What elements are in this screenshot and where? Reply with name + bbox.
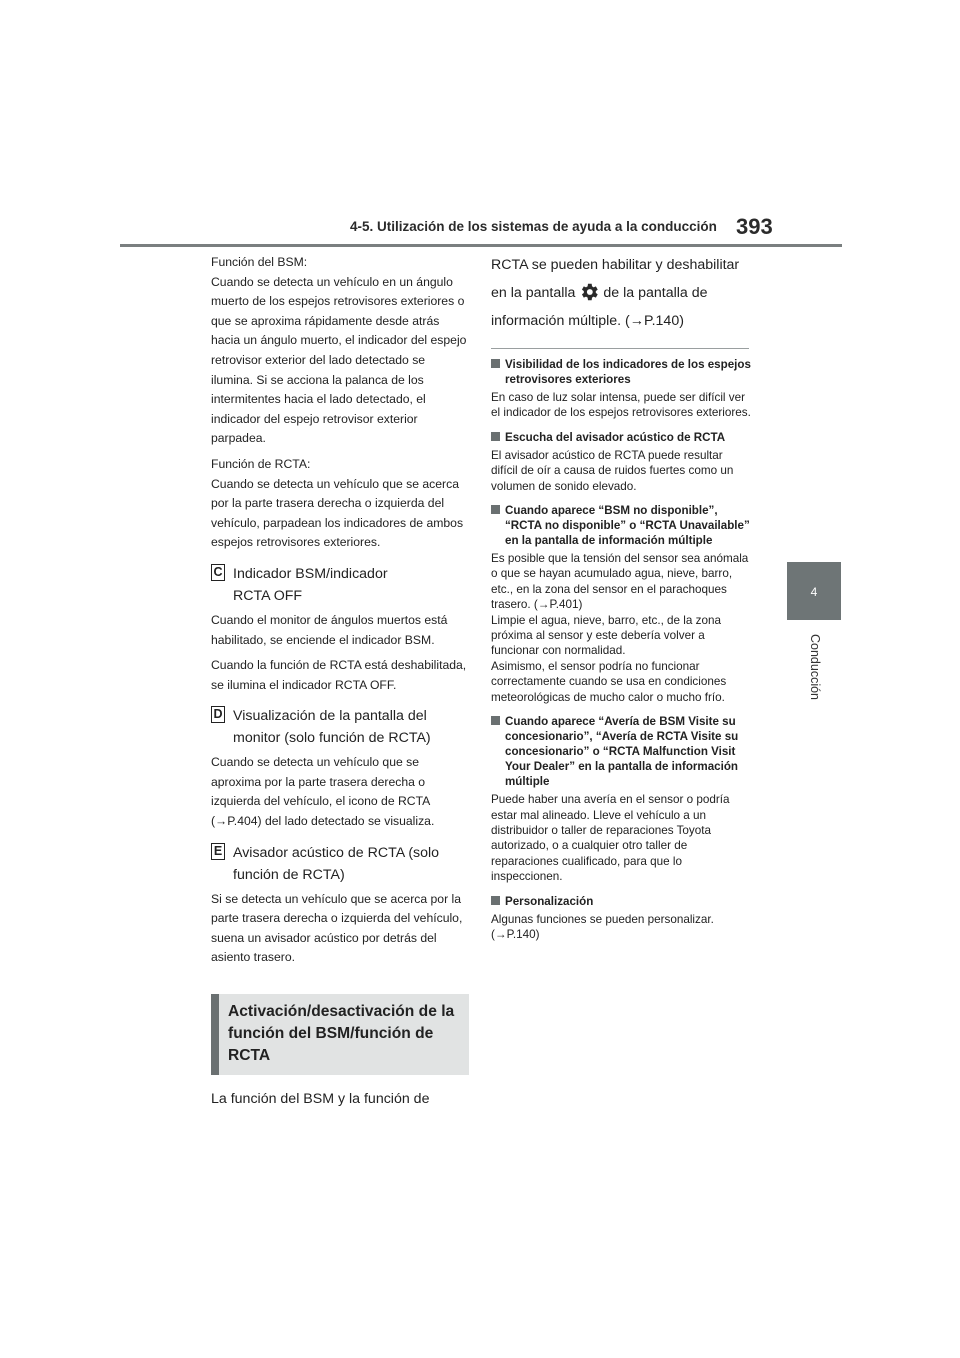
note-heading: Cuando aparece “Avería de BSM Visite su concesionario”, “Avería de RCTA Visite su concesionario” o “RCTA Malfunction Visit Your Dealer” en la pantalla de información múltiple xyxy=(491,714,751,789)
note-1 xyxy=(491,357,751,421)
left-column xyxy=(211,253,469,1112)
chapter-label-container xyxy=(775,622,855,712)
item-e xyxy=(211,842,469,886)
note-3 xyxy=(491,503,751,705)
square-bullet-icon xyxy=(491,896,500,905)
continued-text-part-a: en la pantalla xyxy=(491,285,576,301)
right-column xyxy=(491,253,751,951)
item-d-text: Cuando se detecta un vehículo que se aproxima por la parte trasera derecha o izquierda del vehículo, el icono de RCTA (→P.404) del lado detectado se visualiza. xyxy=(211,755,435,829)
item-letter-c: C xyxy=(211,564,225,581)
note-4 xyxy=(491,714,751,884)
item-d-title-line1: Visualización de la pantalla del xyxy=(233,708,427,725)
item-c-text-1: Cuando el monitor de ángulos muertos está habilitado, se enciende el indicador BSM. xyxy=(211,612,448,647)
square-bullet-icon xyxy=(491,432,500,441)
note-heading: Personalización xyxy=(491,894,751,909)
section-header-title: 4-5. Utilización de los sistemas de ayuda a la conducción xyxy=(350,219,717,234)
item-e-title-line2: función de RCTA) xyxy=(233,866,345,883)
item-c-title-line2: RCTA OFF xyxy=(233,587,303,604)
square-bullet-icon xyxy=(491,359,500,368)
note-5 xyxy=(491,894,751,943)
continued-text-part-b: de la pantalla de xyxy=(603,285,708,301)
note-body: Algunas funciones se pueden personalizar. (→P.140) xyxy=(491,912,714,941)
continued-text-line3: información múltiple. (→P.140) xyxy=(491,313,684,329)
note-heading: Escucha del avisador acústico de RCTA xyxy=(491,430,751,445)
item-c-title-line1: Indicador BSM/indicador xyxy=(233,565,388,582)
note-body: En caso de luz solar intensa, puede ser difícil ver el indicador de los espejos retrovisores exteriores. xyxy=(491,391,751,420)
chapter-tab: 4 xyxy=(787,562,841,620)
rcta-function-text: Cuando se detecta un vehículo que se acerca por la parte trasera derecha o izquierda del vehículo, parpadean los indicadores de ambos espejos retrovisores exteriores. xyxy=(211,476,464,550)
item-e-text: Si se detecta un vehículo que se acerca por la parte trasera derecha o izquierda del vehículo, suena un avisador acústico por detrás del asiento trasero. xyxy=(211,891,463,965)
note-body: Puede haber una avería en el sensor o podría estar mal alineado. Lleve el vehículo a un distribuidor o taller de reparaciones Toyota autorizado, o a cualquier otro taller de reparaciones cualificado, para que lo inspeccionen. xyxy=(491,793,730,884)
square-bullet-icon xyxy=(491,716,500,725)
bsm-function-heading: Función del BSM: xyxy=(211,255,308,269)
note-body: Es posible que la tensión del sensor sea anómala o que se hayan acumulado agua, nieve, barro, etc., en la zona del sensor en el parachoques trasero. (→P.401) Limpie el agua, nieve, barro, etc., de la zona próxima al sensor y este debería volver a funcionar con normalidad. Asimismo, el sensor podría no funcionar correctamente cuando se usa en condiciones meteorológicas de mucho calor o mucho frío. xyxy=(491,552,749,704)
right-divider xyxy=(491,348,749,349)
item-e-title-line1: Avisador acústico de RCTA (solo xyxy=(233,844,440,861)
bsm-function-text: Cuando se detecta un vehículo en un ángulo muerto de los espejos retrovisores exteriores o que se aproxima rápidamente desde atrás hacia un ángulo muerto, el indicador del espejo retrovisor exterior del lado detectado se ilumina. Si se acciona la palanca de los intermitentes hacia el lado detectado, el indicador del espejo retrovisor exterior parpadea. xyxy=(211,274,467,446)
section-heading-box: Activación/desactivación de la función del BSM/función de RCTA xyxy=(211,994,469,1075)
rcta-function-heading: Función de RCTA: xyxy=(211,456,311,471)
header-rule xyxy=(120,244,842,247)
gear-icon xyxy=(578,281,600,303)
item-c xyxy=(211,563,469,607)
note-heading: Cuando aparece “BSM no disponible”, “RCTA no disponible” o “RCTA Unavailable” en la pantalla de información múltiple xyxy=(491,503,751,548)
item-d xyxy=(211,705,469,749)
item-letter-e: E xyxy=(211,843,225,860)
chapter-label: Conducción xyxy=(807,633,822,701)
continued-text-line1: RCTA se pueden habilitar y deshabilitar xyxy=(491,257,740,273)
item-c-text-2: Cuando la función de RCTA está deshabilitada, se ilumina el indicador RCTA OFF. xyxy=(211,658,467,692)
section-closing-text: La función del BSM y la función de xyxy=(211,1091,430,1108)
square-bullet-icon xyxy=(491,505,500,514)
note-body: El avisador acústico de RCTA puede resultar difícil de oír a causa de ruidos fuertes como un volumen de sonido elevado. xyxy=(491,448,734,493)
page-number: 393 xyxy=(736,214,773,239)
item-letter-d: D xyxy=(211,706,225,723)
note-heading: Visibilidad de los indicadores de los espejos retrovisores exteriores xyxy=(491,357,751,387)
item-d-title-line2: monitor (solo función de RCTA) xyxy=(233,730,431,747)
note-2 xyxy=(491,430,751,494)
continued-text-line2 xyxy=(491,281,751,306)
